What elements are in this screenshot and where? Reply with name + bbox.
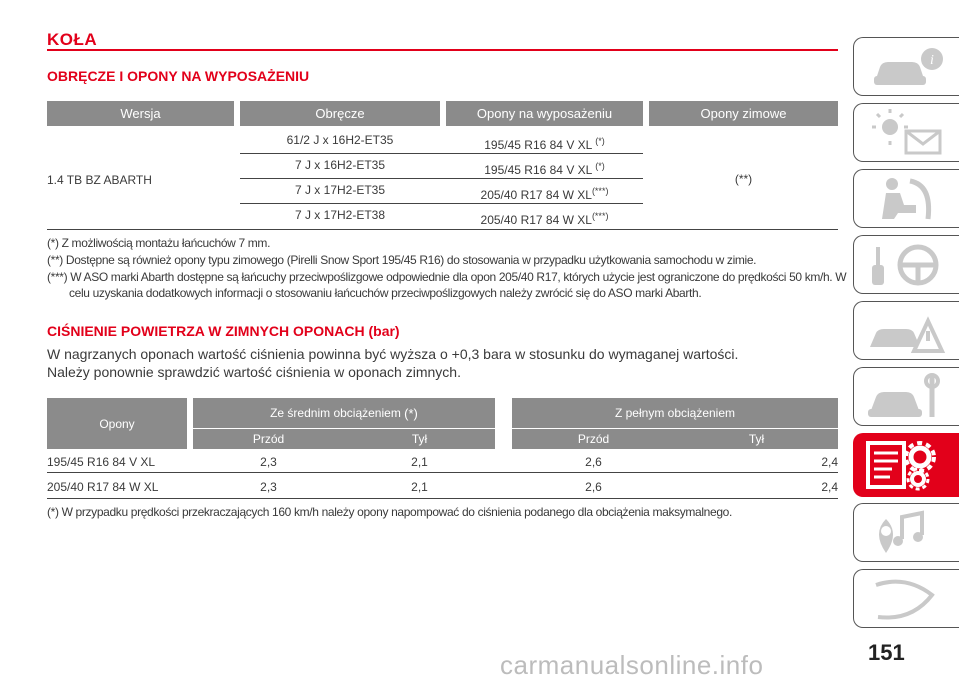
key-steering-icon — [866, 241, 948, 289]
pressure-value: 2,1 — [411, 480, 428, 494]
sub-header-front: Przód — [193, 429, 344, 449]
col-header-medium-load: Ze średnim obciążeniem (*) — [193, 398, 495, 428]
rims-section-title: OBRĘCZE I OPONY NA WYPOSAŻENIU — [47, 68, 310, 84]
row-divider — [240, 178, 643, 179]
multimedia-icon — [866, 509, 948, 557]
tab-index[interactable] — [853, 569, 959, 628]
winter-tyres-cell: (**) — [734, 172, 753, 186]
sub-header-front: Przód — [512, 429, 675, 449]
footnote-1: (*) Z możliwością montażu łańcuchów 7 mm. — [47, 236, 271, 250]
pressure-value: 2,1 — [411, 455, 428, 469]
pressure-value: 2,3 — [260, 480, 277, 494]
tyre-size: 195/45 R16 84 V XL — [484, 138, 592, 152]
col-header-tyres: Opony — [47, 398, 187, 449]
emergency-icon — [866, 307, 948, 355]
watermark: carmanualsonline.info — [500, 650, 764, 680]
pressure-section-title: CIŚNIENIE POWIETRZA W ZIMNYCH OPONACH (bar) — [47, 323, 400, 339]
footnote-2: (**) Dostępne są również opony typu zimowego (Pirelli Snow Sport 195/45 R16) do stosowania w przypadku użytkowania samochodu w zimie. — [47, 253, 757, 267]
footnote-mark: (*) — [595, 136, 605, 146]
row-divider — [240, 203, 643, 204]
title-divider — [47, 49, 838, 51]
footnote-3-cont: celu uzyskania dodatkowych informacji o stosowaniu łańcuchów przeciwpoślizgowych należy zwrócić się do ASO marki Abarth. — [69, 286, 702, 300]
pressure-footnote: (*) W przypadku prędkości przekraczających 160 km/h należy opony napompować do ciśnienia podanego dla obciążenia maksymalnego. — [47, 505, 732, 519]
tyre-cell — [446, 186, 643, 202]
rim-cell: 7 J x 16H2-ET35 — [294, 158, 386, 172]
tab-info-car[interactable] — [853, 37, 959, 96]
col-header-full-load: Z pełnym obciążeniem — [512, 398, 838, 428]
tab-multimedia[interactable] — [853, 503, 959, 562]
footnote-3: (***) W ASO marki Abarth dostępne są łańcuchy przeciwpoślizgowe odpowiednie dla opon 205/40 R17, których użycie jest ograniczone do prędkości 50 km/h. W — [47, 270, 847, 284]
table-row-tyre: 195/45 R16 84 V XL — [47, 455, 156, 469]
page-number: 151 — [868, 640, 905, 665]
row-divider — [240, 153, 643, 154]
index-icon — [866, 575, 948, 623]
col-header-winter: Opony zimowe — [649, 101, 838, 126]
tyre-cell — [446, 161, 643, 177]
technical-data-icon — [866, 439, 948, 491]
tab-maintenance[interactable] — [853, 367, 959, 426]
version-cell: 1.4 TB BZ ABARTH — [47, 173, 152, 187]
col-header-rims: Obręcze — [240, 101, 440, 126]
lights-warning-icon — [866, 109, 948, 157]
tyre-size: 195/45 R16 84 V XL — [484, 163, 592, 177]
seat-safety-icon — [866, 175, 948, 223]
pressure-value: 2,6 — [585, 480, 602, 494]
info-car-icon — [866, 43, 948, 91]
tyre-size: 205/40 R17 84 W XL — [480, 188, 592, 202]
tyre-cell — [446, 136, 643, 152]
sub-header-rear: Tył — [675, 429, 838, 449]
intro-line-2: Należy ponownie sprawdzić wartość ciśnienia w oponach zimnych. — [47, 364, 461, 380]
tab-lights-warning[interactable] — [853, 103, 959, 162]
table-bottom-rule — [47, 229, 838, 230]
svg-text:i: i — [930, 53, 934, 68]
maintenance-icon — [866, 373, 948, 421]
pressure-value: 2,4 — [821, 455, 838, 469]
tyre-size: 205/40 R17 84 W XL — [480, 213, 592, 227]
footnote-mark: (*) — [404, 405, 418, 421]
row-divider — [47, 472, 838, 473]
col-header-tyres: Opony na wyposażeniu — [446, 101, 643, 126]
footnote-mark: (***) — [591, 186, 609, 196]
pressure-value: 2,4 — [821, 480, 838, 494]
tab-technical-data[interactable] — [853, 433, 959, 497]
sub-header-rear: Tył — [344, 429, 495, 449]
col-header-version: Wersja — [47, 101, 234, 126]
tab-emergency[interactable] — [853, 301, 959, 360]
tab-key-steering[interactable] — [853, 235, 959, 294]
page-title: KOŁA — [47, 30, 98, 49]
intro-line-1: W nagrzanych oponach wartość ciśnienia powinna być wyższa o +0,3 bara w stosunku do wymaganej wartości. — [47, 346, 739, 362]
footnote-mark: (***) — [591, 211, 609, 221]
rim-cell: 61/2 J x 16H2-ET35 — [286, 133, 394, 147]
rim-cell: 7 J x 17H2-ET38 — [294, 208, 386, 222]
tab-seat-safety[interactable] — [853, 169, 959, 228]
table-bottom-rule — [47, 498, 838, 499]
table-row-tyre: 205/40 R17 84 W XL — [47, 480, 159, 494]
rim-cell: 7 J x 17H2-ET35 — [294, 183, 386, 197]
pressure-value: 2,3 — [260, 455, 277, 469]
pressure-value: 2,6 — [585, 455, 602, 469]
tyre-cell — [446, 211, 643, 227]
footnote-mark: (*) — [595, 161, 605, 171]
